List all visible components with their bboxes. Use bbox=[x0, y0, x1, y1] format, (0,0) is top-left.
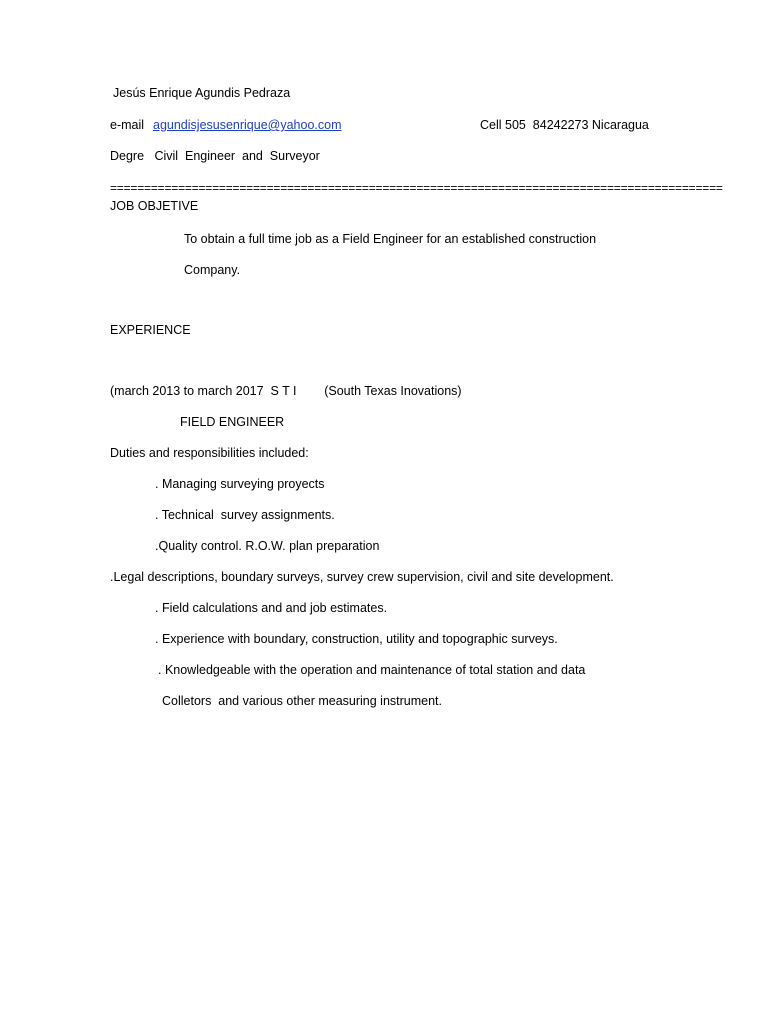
email-link[interactable]: agundisjesusenrique@yahoo.com bbox=[153, 118, 342, 132]
duties-intro: Duties and responsibilities included: bbox=[110, 446, 309, 460]
email-label: e-mail bbox=[110, 118, 145, 132]
degree: Degre Civil Engineer and Surveyor bbox=[110, 149, 320, 163]
duty-item: . Field calculations and and job estimates. bbox=[155, 601, 388, 615]
duty-item: . Experience with boundary, construction, utility and topographic surveys. bbox=[155, 632, 558, 646]
duty-item: . Technical survey assignments. bbox=[155, 508, 335, 522]
experience-heading: EXPERIENCE bbox=[110, 323, 191, 337]
duty-item: Colletors and various other measuring instrument. bbox=[162, 694, 442, 708]
duty-item: . Knowledgeable with the operation and maintenance of total station and data bbox=[158, 663, 586, 677]
objective-text-line: To obtain a full time job as a Field Engineer for an established construction bbox=[184, 232, 597, 246]
job-position: FIELD ENGINEER bbox=[180, 415, 285, 429]
objective-text-line: Company. bbox=[184, 263, 241, 277]
duty-item: .Quality control. R.O.W. plan preparation bbox=[155, 539, 380, 553]
divider-rule: ========================================================================================== bbox=[110, 181, 723, 195]
duty-item: .Legal descriptions, boundary surveys, survey crew supervision, civil and site development. bbox=[110, 570, 614, 584]
objective-heading: JOB OBJETIVE bbox=[110, 199, 199, 213]
candidate-name: Jesús Enrique Agundis Pedraza bbox=[113, 86, 291, 100]
duty-item: . Managing surveying proyects bbox=[155, 477, 325, 491]
employment-period: (march 2013 to march 2017 S T I (South Texas Inovations) bbox=[110, 384, 462, 398]
cell-phone: Cell 505 84242273 Nicaragua bbox=[480, 118, 649, 132]
